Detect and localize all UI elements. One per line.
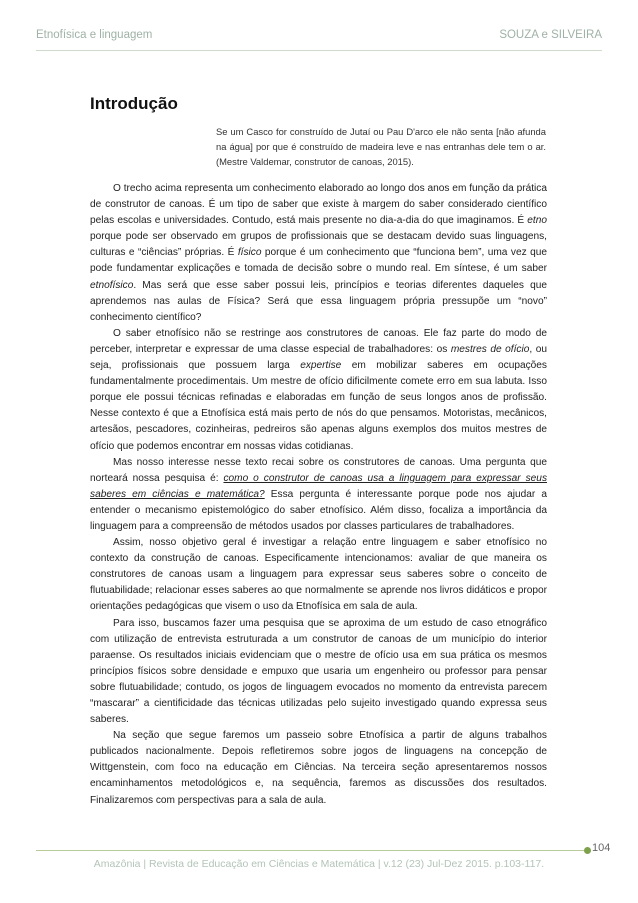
italic-term: expertise bbox=[300, 360, 342, 372]
paragraph-1 bbox=[90, 181, 547, 326]
paragraph-2 bbox=[90, 326, 547, 455]
italic-term: mestres de ofício bbox=[450, 343, 530, 355]
running-header-left: Etnofísica e linguagem bbox=[36, 29, 153, 41]
paragraph-5: Para isso, buscamos fazer uma pesquisa que se aproxima de um estudo de caso etnográfico com utilização de entrevista estruturada a um construtor de canoas de um município do interior paraense. Os resultados iniciais evidenciam que o mestre de ofício usa em sua prática os mesmos princípios físicos sobre densidade e empuxo que usaria um engenheiro ou professor para pensar sobre flutuabilidade; contudo, os jogos de linguagem evocados no momento da entrevista parecem “mascarar” a cientificidade das técnicas utilizadas pelo sujeito investigado quando expressa seus saberes. bbox=[90, 617, 547, 726]
text-run: Mas nosso interesse nesse texto recai sobre os construtores de canoas. Uma pergunta que norteará nossa pesquisa é: bbox=[90, 456, 547, 484]
running-header-right: SOUZA e SILVEIRA bbox=[499, 29, 602, 41]
text-run: porque é um conhecimento que “funciona bem”, uma vez que pode fundamentar explicações e tomada de decisão sobre o mundo real. Em síntese, é um saber bbox=[90, 247, 547, 275]
body-text bbox=[90, 181, 547, 809]
text-run: O trecho acima representa um conhecimento elaborado ao longo dos anos em função da prática de construtor de canoas. É um tipo de saber que existe à margem do saber considerado científico pelas escolas e universidades. Contudo, está mais presente no dia-a-dia do que imaginamos. É bbox=[90, 183, 547, 227]
text-run: . Mas será que esse saber possui leis, princípios e teorias diferentes daqueles que aprendemos nas aulas de Física? Será que essa linguagem própria pressupõe um “novo” conhecimento científico? bbox=[90, 279, 547, 323]
text-run: , ou seja, profissionais que possuem larga bbox=[90, 343, 547, 372]
text-run: O saber etnofísico não se restringe aos construtores de canoas. Ele faz parte do modo de perceber, interpretar e expressar de uma classe especial de trabalhadores: os bbox=[90, 327, 547, 355]
paragraph-3 bbox=[90, 455, 547, 535]
epigraph-quote: Se um Casco for construído de Jutaí ou Pau D'arco ele não senta [não afunda na água] por que é construído de madeira leve e nas entranhas dele tem o ar. (Mestre Valdemar, construtor de canoas, 2015). bbox=[216, 126, 546, 167]
footer-rule bbox=[36, 850, 588, 851]
paragraph-6: Na seção que segue faremos um passeio sobre Etnofísica a partir de alguns trabalhos publicados nacionalmente. Depois refletiremos sobre jogos de linguagens na concepção de Wittgenstein, com foco na educação em Ciências. Na terceira seção apresentaremos nossos encaminhamentos metodológicos e, na sequência, faremos as discussões dos resultados. Finalizaremos com perspectivas para a sala de aula. bbox=[90, 730, 547, 806]
italic-term: etno bbox=[527, 215, 547, 227]
text-run: Essa pergunta é interessante porque pode nos ajudar a entender o mecanismo epistemológico do saber etnofísico. Além disso, focaliza a importância da linguagem para a compreensão de métodos usados por classes particulares de trabalhadores. bbox=[90, 488, 547, 532]
paragraph-4: Assim, nosso objetivo geral é investigar a relação entre linguagem e saber etnofísico no contexto da construção de canoas. Especificamente intencionamos: avaliar de que maneira os construtores de canoas usam a linguagem para expressar seus saberes sobre o conceito de flutuabilidade; relacionar esses saberes ao que normalmente se aprende nos livros didáticos e propor orientações pedagógicas que visem o uso da Etnofísica em sala de aula. bbox=[90, 537, 547, 613]
header-rule bbox=[36, 50, 602, 51]
section-title: Introdução bbox=[90, 94, 178, 113]
footer-citation: Amazônia | Revista de Educação em Ciências e Matemática | v.12 (23) Jul-Dez 2015. p.103-117. bbox=[93, 858, 545, 870]
research-question: como o construtor de canoas usa a linguagem para expressar seus saberes em ciências e matemática? bbox=[90, 472, 548, 500]
page-number: 104 bbox=[592, 842, 611, 854]
text-run: em mobilizar saberes em ocupações fundamentalmente procedimentais. Um mestre de ofício dificilmente comete erro em sua labuta. Isso porque ele possui técnicas refinadas e elaboradas em função de seus longos anos de profissão. Nesse contexto é que a Etnofísica está mais perto de nós do que pensamos. Motoristas, mecânicos, artesãos, pescadores, cozinheiras, pedreiros são apenas alguns exemplos dos muitos mestres de ofício que podemos encontrar em nossas vidas cotidianas. bbox=[90, 360, 547, 452]
footer-dot-marker bbox=[584, 847, 591, 854]
italic-term: etnofísico bbox=[90, 279, 134, 291]
italic-term: físico bbox=[237, 247, 262, 259]
text-run: porque pode ser observado em grupos de profissionais que se destacam devido suas linguagens, culturas e “ciências” próprias. É bbox=[90, 231, 547, 259]
